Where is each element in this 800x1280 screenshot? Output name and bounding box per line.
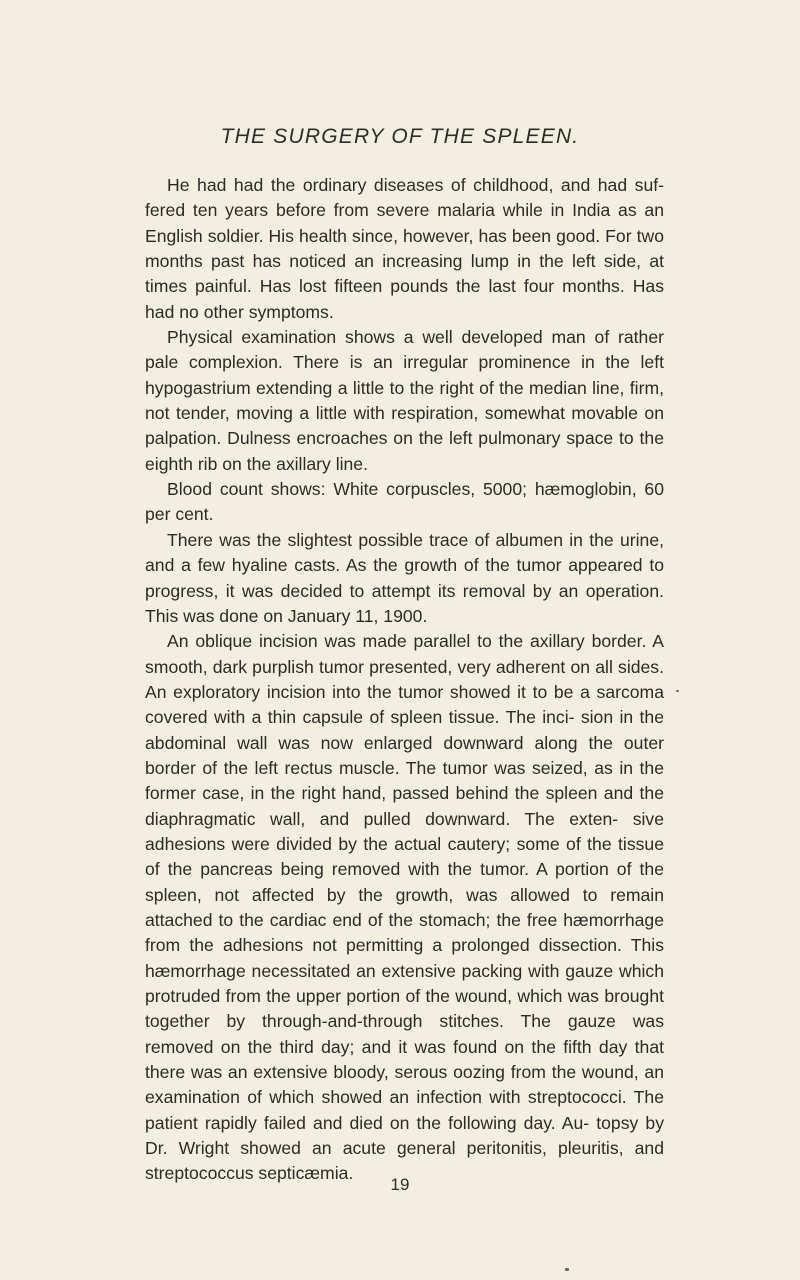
paragraph-physical-examination: Physical examination shows a well developed man of rather pale complexion. There is an irregular prominence in the left hypogastrium extending a little to the right of the median line, firm, not tender, moving a little with respiration, somewhat movable on palpation. Dulness encroaches on the left pulmonary space to the eighth rib on the axillary line. bbox=[145, 327, 664, 474]
paragraph-history: He had had the ordinary diseases of childhood, and had suf- fered ten years before from severe malaria while in India as an English soldier. His health since, however, has been good. For two months past has noticed an increasing lump in the left side, at times painful. Has lost fifteen pounds the last four months. Has had no other symptoms. bbox=[145, 175, 664, 322]
page-number: 19 bbox=[390, 1175, 410, 1194]
paragraph-blood-count: Blood count shows: White corpuscles, 5000; hæmoglobin, 60 per cent. bbox=[145, 479, 664, 525]
running-head: THE SURGERY OF THE SPLEEN. bbox=[220, 125, 580, 148]
paragraph-urine: There was the slightest possible trace of albumen in the urine, and a few hyaline casts. As the growth of the tumor appeared to progress, it was decided to attempt its removal by an operation. This was done on January 11, 1900. bbox=[145, 529, 664, 626]
paragraph-operation: An oblique incision was made parallel to the axillary border. A smooth, dark purplish tumor presented, very adherent on all sides. An exploratory incision into the tumor showed it to be a sarcoma covered with a thin capsule of spleen tissue. The inci- sion in the abdominal wall was now enlarged downward along the outer border of the left rectus muscle. The tumor was seized, as in the former case, in the right hand, passed behind the spleen and the diaphragmatic wall, and pulled downward. The exten- sive adhesions were divided by the actual cautery; some of the tissue of the pancreas being removed with the tumor. A portion of the spleen, not affected by the growth, was allowed to remain attached to the cardiac end of the stomach; the free hæmorrhage from the adhesions not permitting a prolonged dissection. This hæmorrhage necessitated an extensive packing with gauze which protruded from the upper portion of the wound, which was brought together by through-and-through stitches. The gauze was removed on the third day; and it was found on the fifth day that there was an extensive bloody, serous oozing from the wound, an examination of which showed an infection with streptococci. The patient rapidly failed and died on the following day. Au- topsy by Dr. Wright showed an acute general peritonitis, pleuritis, and streptococcus septicæmia. bbox=[145, 631, 664, 1184]
body-text bbox=[145, 173, 664, 1187]
print-speck bbox=[565, 1268, 569, 1271]
print-speck bbox=[676, 690, 679, 692]
